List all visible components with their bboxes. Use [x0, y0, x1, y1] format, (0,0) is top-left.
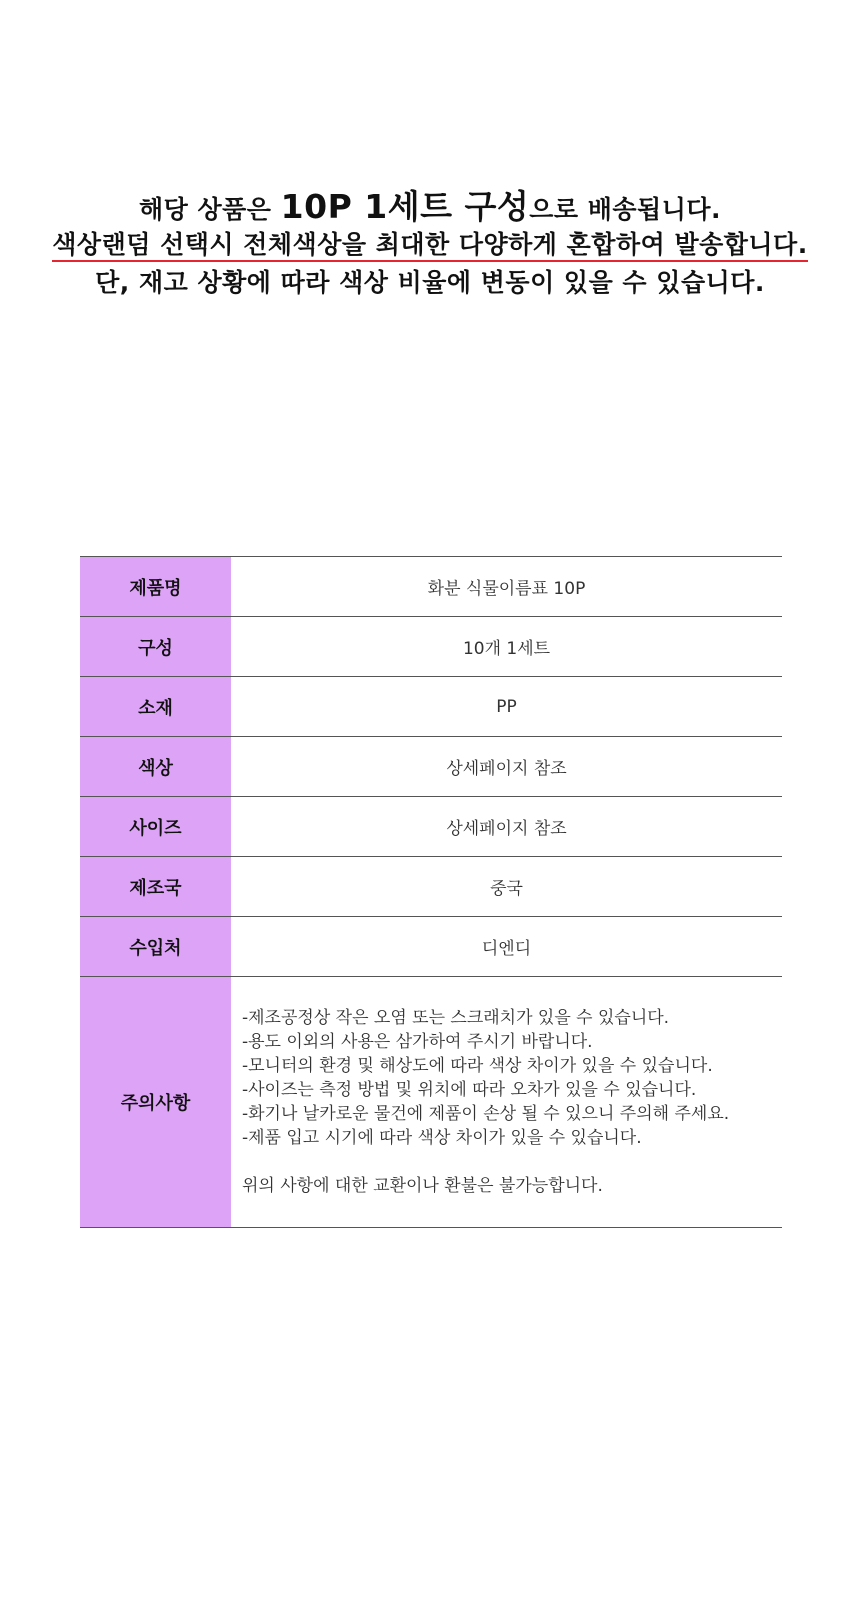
table-row: [80, 557, 782, 617]
shipping-notice: [0, 188, 860, 302]
product-spec-table: [80, 556, 782, 1228]
spec-value-material: PP: [231, 677, 782, 737]
notice-line-random-color: [0, 226, 860, 264]
notice-line1-prefix: 해당 상품은: [139, 195, 281, 224]
table-row: [80, 857, 782, 917]
spec-value-product-name: 화분 식물이름표 10P: [231, 557, 782, 617]
notice-line-stock: [0, 264, 860, 302]
spec-label-precautions: 주의사항: [80, 977, 231, 1228]
precaution-line: -사이즈는 측정 방법 및 위치에 따라 오차가 있을 수 있습니다.: [242, 1080, 697, 1100]
spec-label-material: 소재: [80, 677, 231, 737]
spec-label-importer: 수입처: [80, 917, 231, 977]
notice-line-composition: [0, 188, 860, 226]
precaution-spacer: [242, 1150, 782, 1174]
spec-value-size: 상세페이지 참조: [231, 797, 782, 857]
spec-value-color: 상세페이지 참조: [231, 737, 782, 797]
spec-value-precautions: [231, 977, 782, 1228]
spec-label-product-name: 제품명: [80, 557, 231, 617]
spec-label-composition: 구성: [80, 617, 231, 677]
spec-value-origin: 중국: [231, 857, 782, 917]
precaution-line: -용도 이외의 사용은 삼가하여 주시기 바랍니다.: [242, 1032, 593, 1052]
notice-line1-emphasis: 10P 1세트 구성: [280, 187, 530, 226]
table-row: [80, 797, 782, 857]
precaution-line: -제조공정상 작은 오염 또는 스크래치가 있을 수 있습니다.: [242, 1008, 670, 1028]
precaution-line: -화기나 날카로운 물건에 제품이 손상 될 수 있으니 주의해 주세요.: [242, 1104, 730, 1124]
precaution-footer: 위의 사항에 대한 교환이나 환불은 불가능합니다.: [242, 1176, 603, 1196]
spec-label-origin: 제조국: [80, 857, 231, 917]
precaution-line: -제품 입고 시기에 따라 색상 차이가 있을 수 있습니다.: [242, 1128, 642, 1148]
precautions-text: [231, 980, 782, 1224]
spec-value-composition: 10개 1세트: [231, 617, 782, 677]
spec-label-size: 사이즈: [80, 797, 231, 857]
notice-line1-suffix: 으로 배송됩니다.: [529, 195, 721, 224]
table-row-notes: [80, 977, 782, 1228]
table-row: [80, 737, 782, 797]
spec-value-importer: 디엔디: [231, 917, 782, 977]
table-row: [80, 677, 782, 737]
table-row: [80, 917, 782, 977]
spec-label-color: 색상: [80, 737, 231, 797]
precaution-line: -모니터의 환경 및 해상도에 따라 색상 차이가 있을 수 있습니다.: [242, 1056, 713, 1076]
notice-line2-underlined: 색상랜덤 선택시 전체색상을 최대한 다양하게 혼합하여 발송합니다.: [52, 230, 807, 262]
table-row: [80, 617, 782, 677]
notice-line3-text: 단, 재고 상황에 따라 색상 비율에 변동이 있을 수 있습니다.: [95, 268, 765, 297]
